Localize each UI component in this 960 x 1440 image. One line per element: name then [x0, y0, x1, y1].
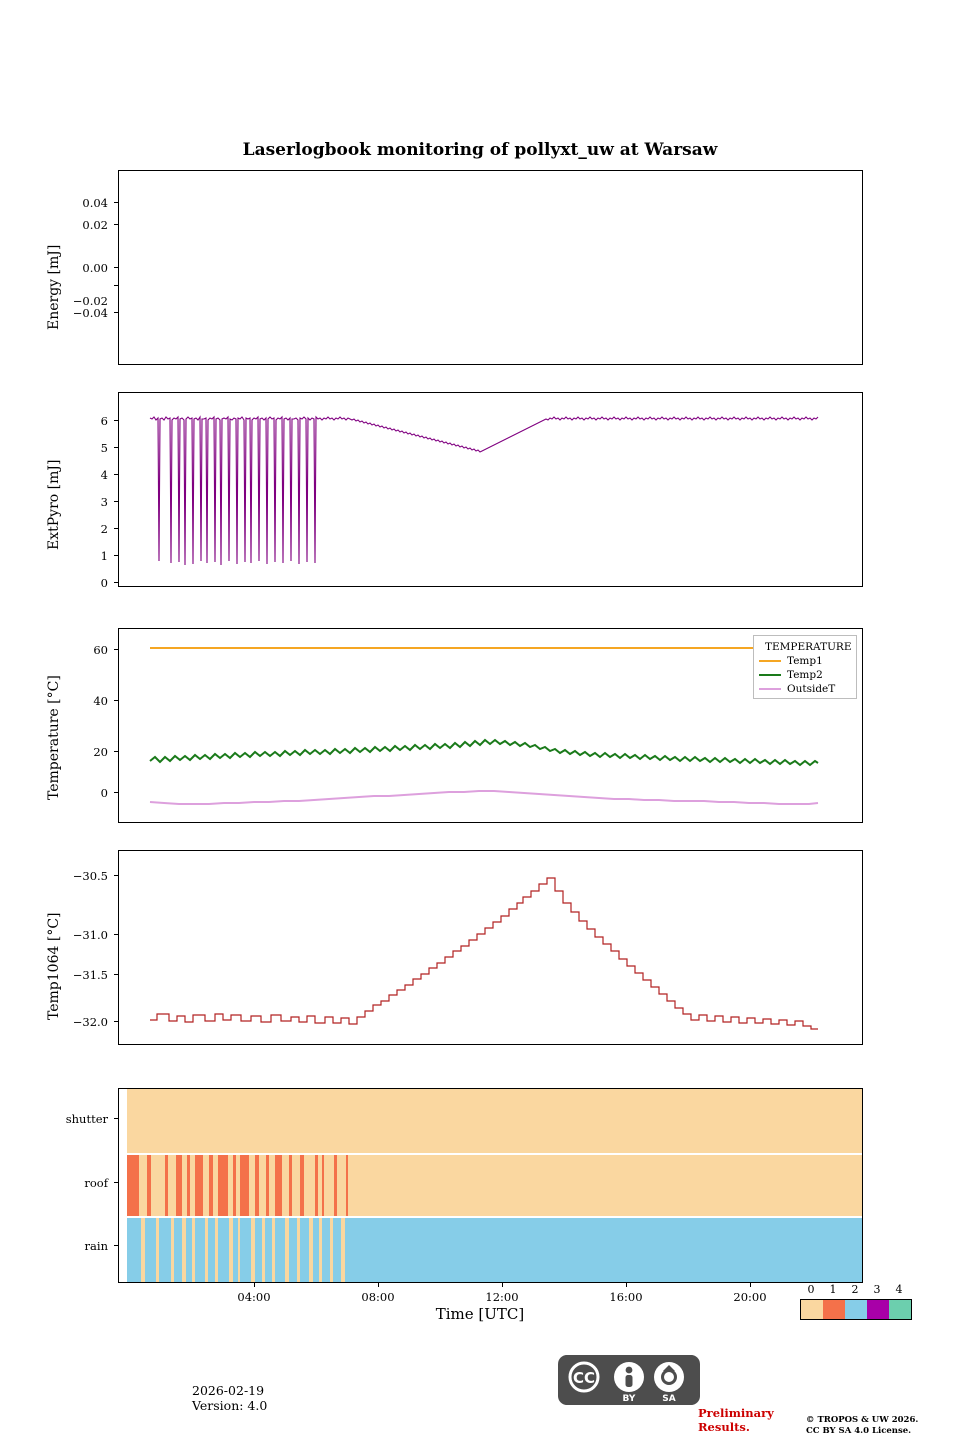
temperature-ytick: 40 [93, 694, 108, 708]
legend-item-temp2 [759, 668, 850, 682]
legend-label: TEMPERATURE [765, 641, 852, 653]
colorbar-cell-2 [845, 1300, 867, 1319]
colorbar-cell-1 [823, 1300, 845, 1319]
extpyro-panel [118, 392, 863, 587]
legend-label: Temp2 [787, 669, 823, 681]
temperature-ytick: 20 [93, 745, 108, 759]
temp1064-plot-area [119, 851, 862, 1044]
figure-title: Laserlogbook monitoring of pollyxt_uw at Warsaw [242, 140, 718, 160]
x-axis-label: Time [UTC] [435, 1305, 525, 1323]
status-plot-area [119, 1089, 862, 1282]
extpyro-ytick: 4 [100, 468, 108, 482]
xtick-label: 20:00 [733, 1290, 767, 1304]
energy-ytick: 0.02 [82, 218, 108, 232]
temperature-panel [118, 628, 863, 823]
legend-label: Temp1 [787, 655, 823, 667]
status-colorbar [800, 1299, 912, 1320]
energy-plot-area [119, 171, 862, 364]
colorbar-cell-3 [867, 1300, 889, 1319]
legend-swatch-temp1 [759, 660, 781, 662]
legend-swatch-temp2 [759, 674, 781, 676]
cc-by-sa-badge [558, 1355, 700, 1405]
temp1064-ytick: −31.5 [72, 968, 108, 982]
extpyro-ytick: 0 [100, 576, 108, 590]
copyright-line1: © TROPOS & UW 2026. [806, 1415, 919, 1425]
temp1064-ytick: −32.0 [72, 1015, 108, 1029]
legend-item-temp1 [759, 654, 850, 668]
extpyro-axis-label: ExtPyro [mJ] [46, 459, 62, 550]
temp1064-axis-label: Temp1064 [°C] [46, 912, 62, 1020]
svg-text:SA: SA [662, 1394, 676, 1404]
temperature-legend [753, 635, 857, 699]
xtick-label: 16:00 [609, 1290, 643, 1304]
energy-ytick: 0.04 [82, 196, 108, 210]
legend-swatch-outsidet [759, 688, 781, 690]
temperature-ytick: 0 [100, 786, 108, 800]
temp1064-ytick: −31.0 [72, 928, 108, 942]
temperature-plot-area [119, 629, 862, 822]
copyright-line2: CC BY SA 4.0 License. [806, 1426, 912, 1437]
extpyro-plot-area [119, 393, 862, 586]
figure-version: Version: 4.0 [192, 1398, 268, 1413]
svg-text:CC: CC [572, 1369, 596, 1387]
status-panel [118, 1088, 863, 1283]
figure-date: 2026-02-19 [192, 1383, 265, 1398]
colorbar-tick: 2 [851, 1283, 859, 1296]
energy-ytick: 0.00 [82, 261, 108, 275]
status-row-label-shutter: shutter [65, 1112, 108, 1126]
cc-license-icon [559, 1355, 699, 1405]
extpyro-ytick: 1 [100, 549, 108, 563]
status-row-label-rain: rain [84, 1239, 108, 1253]
temp1064-panel [118, 850, 863, 1045]
extpyro-ytick: 5 [100, 441, 108, 455]
preliminary-line2: Results. [698, 1420, 750, 1435]
temperature-axis-label: Temperature [°C] [46, 675, 62, 800]
colorbar-tick: 1 [829, 1283, 837, 1296]
xtick-label: 04:00 [237, 1290, 271, 1304]
colorbar-cell-4 [889, 1300, 911, 1319]
temperature-ytick: 60 [93, 643, 108, 657]
extpyro-ytick: 2 [100, 522, 108, 536]
temp1064-ytick: −30.5 [72, 869, 108, 883]
svg-text:BY: BY [622, 1394, 636, 1404]
colorbar-tick: 0 [807, 1283, 815, 1296]
colorbar-cell-0 [801, 1300, 823, 1319]
colorbar-ticks [800, 1283, 910, 1296]
status-row-label-roof: roof [84, 1176, 108, 1190]
legend-item-outsidet [759, 682, 850, 696]
legend-item-temperature [759, 640, 850, 654]
preliminary-line1: Preliminary [698, 1406, 774, 1420]
energy-ytick: −0.04 [72, 306, 108, 320]
preliminary-note [698, 1406, 774, 1435]
legend-label: OutsideT [787, 683, 836, 695]
energy-ytick: −0.02 [72, 294, 108, 308]
colorbar-tick: 4 [895, 1283, 903, 1296]
energy-panel [118, 170, 863, 365]
extpyro-ytick: 3 [100, 495, 108, 509]
energy-axis-label: Energy [mJ] [46, 244, 62, 330]
extpyro-ytick: 6 [100, 414, 108, 428]
colorbar-tick: 3 [873, 1283, 881, 1296]
xtick-label: 12:00 [485, 1290, 519, 1304]
xtick-label: 08:00 [361, 1290, 395, 1304]
copyright-note [806, 1415, 918, 1438]
